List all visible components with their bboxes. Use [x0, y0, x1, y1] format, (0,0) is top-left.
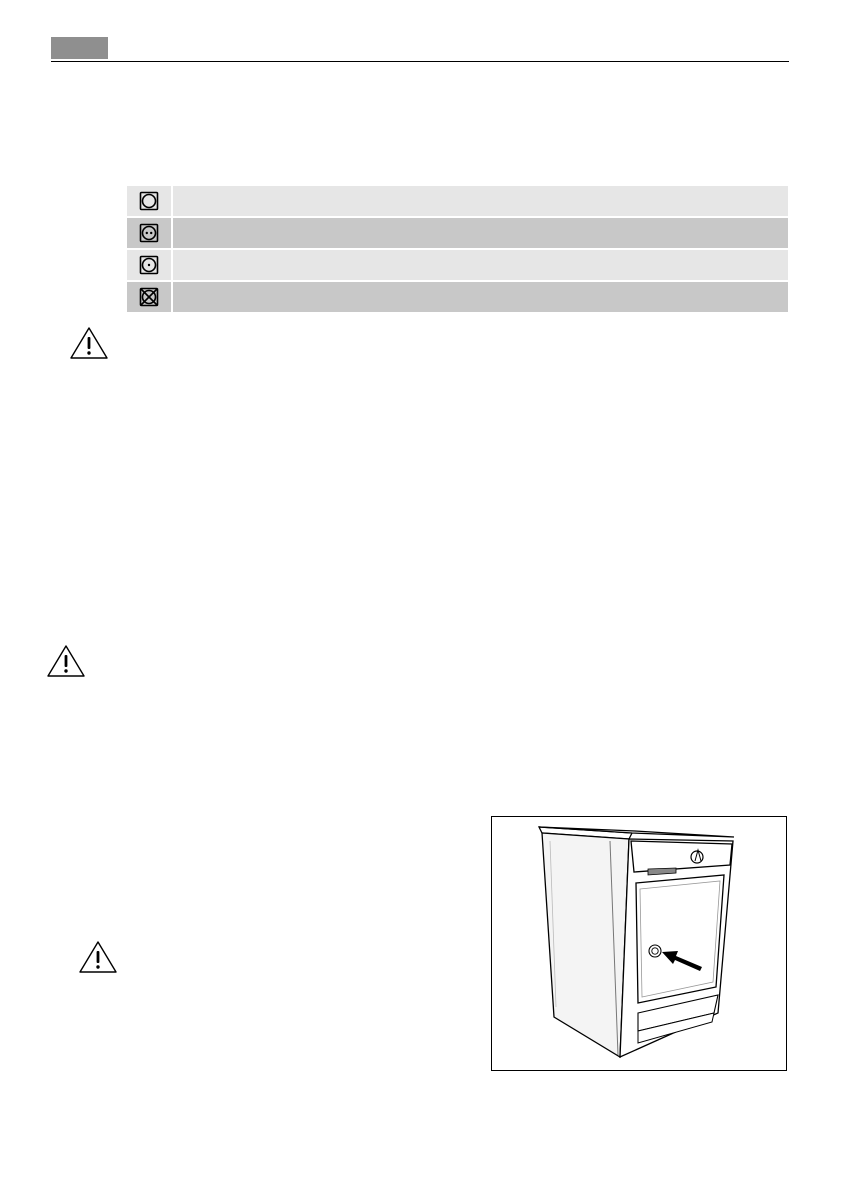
table-row — [127, 250, 788, 280]
care-symbol-table — [127, 186, 788, 314]
section-tab — [51, 37, 108, 59]
symbol-description — [173, 186, 788, 216]
warning-triangle-icon — [78, 940, 118, 974]
symbol-description — [173, 282, 788, 312]
symbol-description — [173, 218, 788, 248]
header-rule — [51, 61, 789, 62]
tumble-dry-high-heat-icon — [127, 218, 171, 248]
warning-triangle-icon — [69, 326, 109, 360]
symbol-description — [173, 250, 788, 280]
table-row — [127, 218, 788, 248]
dryer-illustration — [491, 816, 787, 1071]
dryer-door-button-illustration — [492, 817, 786, 1070]
table-row — [127, 186, 788, 216]
tumble-dry-normal-icon — [127, 186, 171, 216]
do-not-tumble-dry-icon — [127, 282, 171, 312]
warning-triangle-icon — [46, 644, 86, 678]
table-row — [127, 282, 788, 312]
tumble-dry-low-heat-icon — [127, 250, 171, 280]
